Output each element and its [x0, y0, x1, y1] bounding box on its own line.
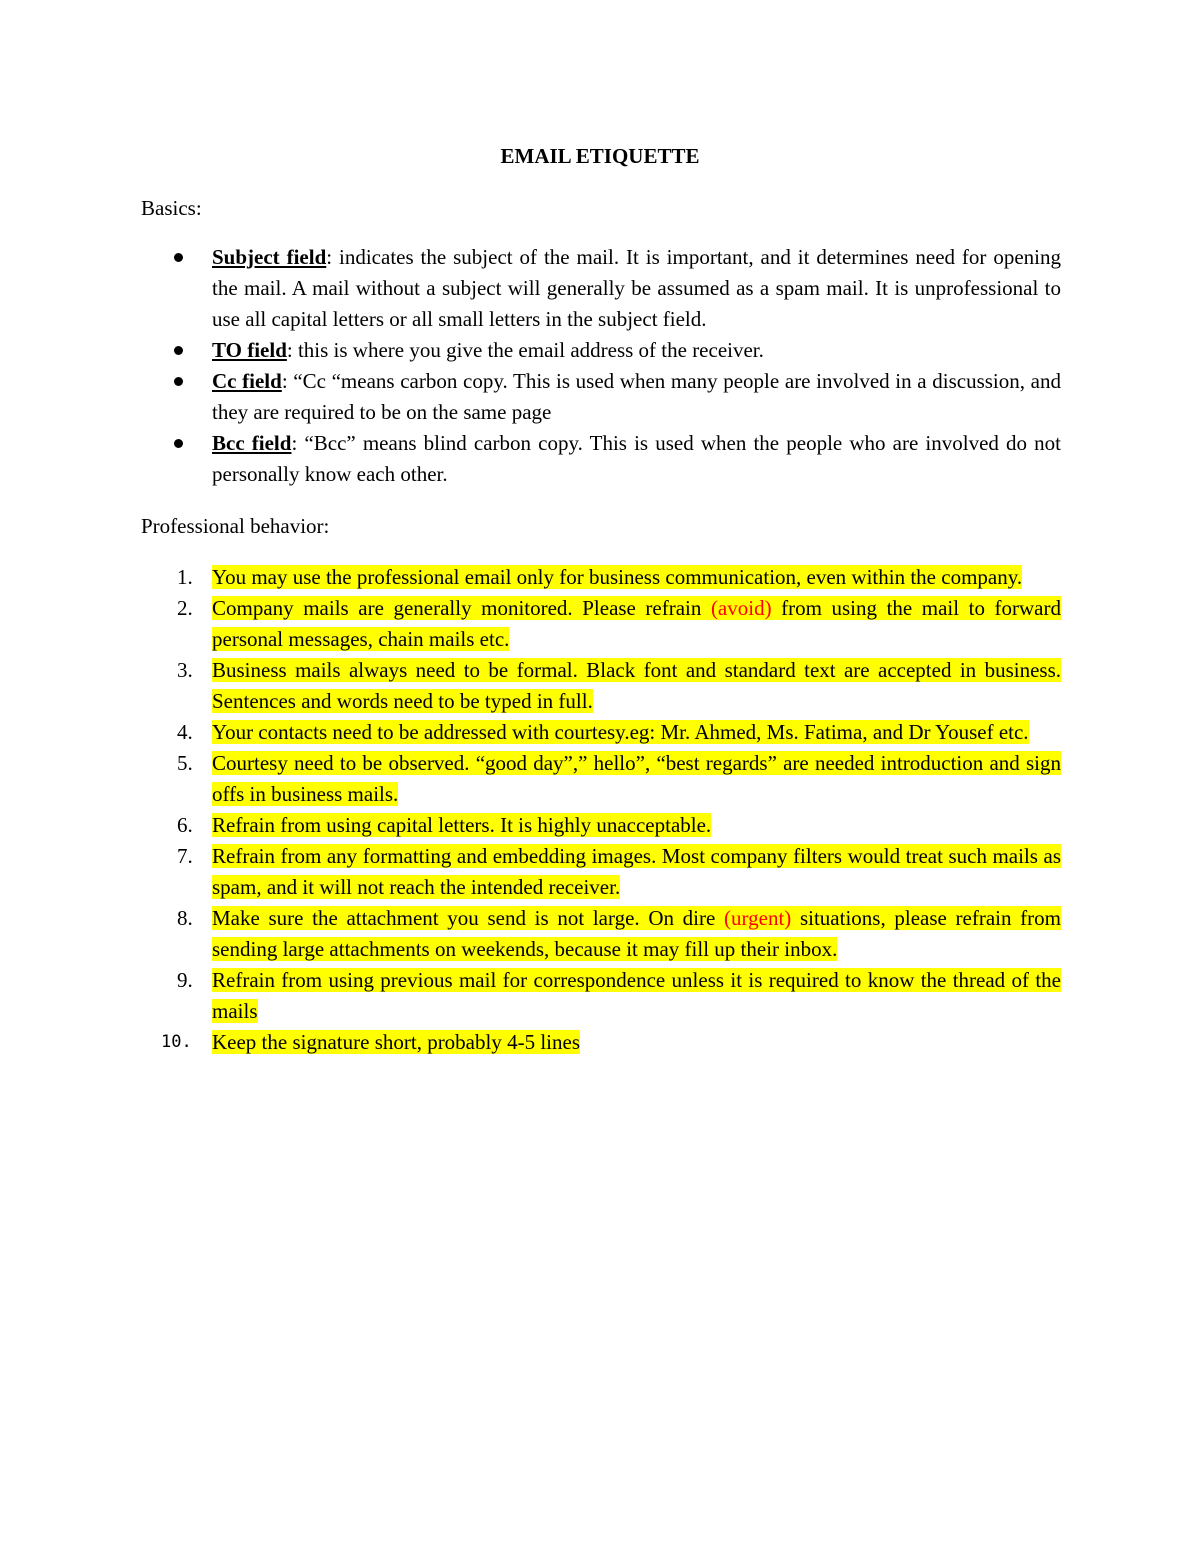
rule-number: 10.	[161, 1032, 192, 1052]
rule-text: Refrain from any formatting and embedding images. Most company filters would treat such mails as spam, and it will not reach the intended receiver.	[212, 844, 1061, 899]
document-title: EMAIL ETIQUETTE	[500, 144, 700, 168]
bullet-dot-icon	[174, 439, 183, 448]
rule-text: Keep the signature short, probably 4-5 lines	[212, 1030, 580, 1054]
rule-text: Your contacts need to be addressed with courtesy.eg: Mr. Ahmed, Ms. Fatima, and Dr Yousef etc.	[212, 720, 1029, 744]
basics-item-cc	[141, 366, 1061, 428]
rule-item-3	[141, 655, 1061, 717]
rule-item-9	[141, 965, 1061, 1027]
rule-number: 6.	[177, 813, 193, 837]
professional-heading: Professional behavior:	[141, 514, 330, 538]
rule-text: Business mails always need to be formal. Black font and standard text are accepted in business. Sentences and words need to be typed in full.	[212, 658, 1061, 713]
basics-item-to	[141, 335, 1061, 366]
rule-item-2	[141, 593, 1061, 655]
term-cc-field: Cc field	[212, 369, 282, 393]
basics-text: : this is where you give the email address of the receiver.	[286, 338, 764, 362]
rule-number: 3.	[177, 658, 193, 682]
rule-number: 2.	[177, 596, 193, 620]
basics-item-subject	[141, 242, 1061, 335]
rule-item-10	[141, 1027, 1061, 1058]
term-to-field: TO field	[212, 338, 287, 362]
rule-item-8	[141, 903, 1061, 965]
term-subject-field: Subject field	[212, 245, 327, 269]
rule-text-after: from using the mail to forward personal messages, chain mails etc.	[212, 596, 1061, 651]
rule-number: 7.	[177, 844, 193, 868]
rule-text-before: Make sure the attachment you send is not large. On dire	[212, 906, 725, 930]
rule-text-before: Company mails are generally monitored. Please refrain	[212, 596, 711, 620]
rule-number: 9.	[177, 968, 193, 992]
bullet-dot-icon	[174, 253, 183, 262]
rule-text: Refrain from using previous mail for correspondence unless it is required to know the thread of the mails	[212, 968, 1061, 1023]
bullet-dot-icon	[174, 346, 183, 355]
rule-number: 4.	[177, 720, 193, 744]
bullet-dot-icon	[174, 377, 183, 386]
rule-number: 5.	[177, 751, 193, 775]
basics-text: : “Bcc” means blind carbon copy. This is used when the people who are involved do not personally know each other.	[212, 431, 1062, 486]
rule-text: Refrain from using capital letters. It is highly unacceptable.	[212, 813, 712, 837]
basics-text: : indicates the subject of the mail. It is important, and it determines need for opening the mail. A mail without a subject will generally be assumed as a spam mail. It is unprofessional to use all capital letters or all small letters in the subject field.	[212, 245, 1061, 331]
rule-text-after: situations, please refrain from sending large attachments on weekends, because it may fill up their inbox.	[212, 906, 1061, 961]
term-bcc-field: Bcc field	[212, 431, 292, 455]
basics-heading: Basics:	[141, 196, 202, 220]
rule-item-6	[141, 810, 1061, 841]
basics-item-bcc	[141, 428, 1061, 490]
basics-text: : “Cc “means carbon copy. This is used when many people are involved in a discussion, and they are required to be on the same page	[212, 369, 1061, 424]
professional-rules-list	[141, 562, 1061, 1058]
rule-number: 1.	[177, 565, 193, 589]
rule-text: Courtesy need to be observed. “good day”,” hello”, “best regards” are needed introduction and sign offs in business mails.	[212, 751, 1061, 806]
rule-item-1	[141, 562, 1061, 593]
rule-item-7	[141, 841, 1061, 903]
rule-item-4	[141, 717, 1061, 748]
rule-number: 8.	[177, 906, 193, 930]
rule-text-red: (avoid)	[710, 596, 772, 620]
basics-list	[141, 242, 1061, 490]
rule-text: You may use the professional email only for business communication, even within the company.	[212, 565, 1023, 589]
rule-item-5	[141, 748, 1061, 810]
rule-text-red: (urgent)	[724, 906, 792, 930]
